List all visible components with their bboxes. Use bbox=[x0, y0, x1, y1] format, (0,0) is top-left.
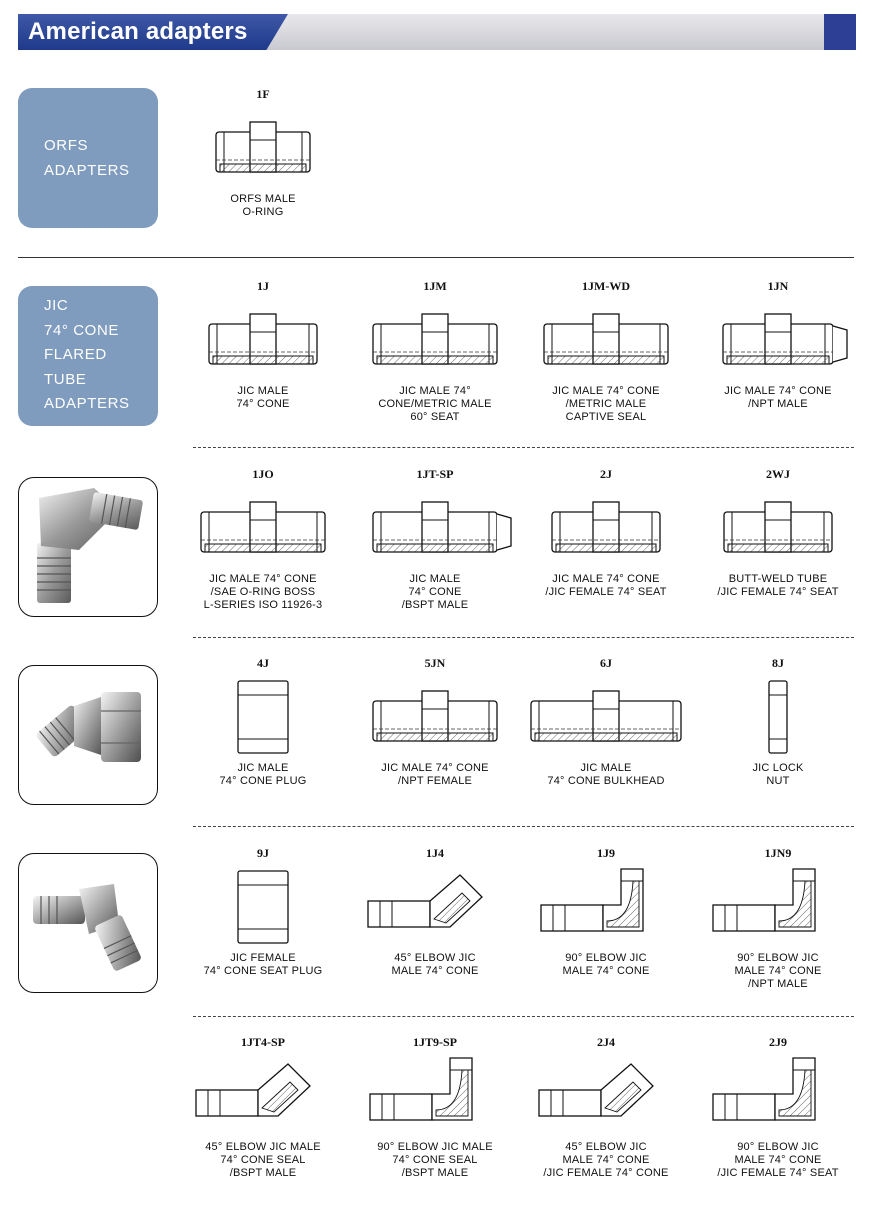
adapter-item bbox=[178, 278, 348, 411]
adapter-description-line: 45° ELBOW JIC bbox=[565, 1141, 647, 1153]
adapter-drawing-icon bbox=[350, 294, 520, 382]
adapter-drawing-icon bbox=[521, 482, 691, 570]
photo-90-jic-elbow bbox=[18, 853, 158, 993]
adapter-description-line: ORFS MALE bbox=[230, 193, 296, 205]
section-label-line: JIC bbox=[44, 297, 69, 314]
adapter-drawing-icon bbox=[178, 294, 348, 382]
adapter-description-line: JIC MALE bbox=[237, 762, 289, 774]
adapter-code: 1JT-SP bbox=[416, 467, 454, 481]
adapter-drawing-icon bbox=[521, 861, 691, 949]
adapter-code: 2J9 bbox=[769, 1035, 787, 1049]
adapter-description bbox=[178, 573, 348, 612]
45-degree-elbow-photo-icon bbox=[19, 666, 158, 805]
adapter-item bbox=[693, 278, 863, 411]
adapter-item bbox=[350, 845, 520, 978]
adapter-description bbox=[521, 762, 691, 788]
adapter-description-line: 74° CONE bbox=[408, 586, 462, 598]
row-divider bbox=[193, 1016, 854, 1017]
adapter-description bbox=[693, 385, 863, 411]
adapter-description bbox=[521, 952, 691, 978]
adapter-description-line: JIC MALE bbox=[237, 385, 289, 397]
adapter-drawing-icon bbox=[350, 671, 520, 759]
adapter-code: 1JN9 bbox=[764, 846, 792, 860]
90-degree-elbow-photo-icon bbox=[19, 478, 158, 617]
adapter-description-line: MALE 74° CONE bbox=[734, 965, 822, 977]
adapter-description-line: /JIC FEMALE 74° SEAT bbox=[545, 586, 667, 598]
adapter-description-line: /BSPT MALE bbox=[229, 1167, 297, 1179]
row-divider bbox=[193, 447, 854, 448]
section-label-jic bbox=[18, 286, 158, 426]
adapter-code: 4J bbox=[257, 656, 269, 670]
adapter-code: 8J bbox=[772, 656, 784, 670]
adapter-code: 1J4 bbox=[426, 846, 444, 860]
adapter-drawing-icon bbox=[350, 1050, 520, 1138]
adapter-item bbox=[693, 845, 863, 991]
adapter-description-line: /SAE O-RING BOSS bbox=[210, 586, 316, 598]
adapter-description-line: O-RING bbox=[242, 206, 284, 218]
adapter-item bbox=[178, 655, 348, 788]
adapter-code: 2WJ bbox=[766, 467, 790, 481]
adapter-description-line: JIC MALE 74° CONE bbox=[552, 385, 660, 397]
adapter-drawing-icon bbox=[178, 671, 348, 759]
adapter-code: 5JN bbox=[424, 656, 446, 670]
90-degree-jic-elbow-photo-icon bbox=[19, 854, 158, 993]
adapter-description-line: 74° CONE SEAL bbox=[220, 1154, 306, 1166]
adapter-description-line: MALE 74° CONE bbox=[562, 1154, 650, 1166]
adapter-description-line: /NPT FEMALE bbox=[397, 775, 473, 787]
photo-90-elbow bbox=[18, 477, 158, 617]
adapter-description-line: 74° CONE bbox=[236, 398, 290, 410]
adapter-drawing-icon bbox=[693, 294, 863, 382]
adapter-description-line: NUT bbox=[766, 775, 790, 787]
adapter-description-line: 45° ELBOW JIC MALE bbox=[205, 1141, 321, 1153]
adapter-description-line: /BSPT MALE bbox=[401, 599, 469, 611]
adapter-description-line: 74° CONE SEAL bbox=[392, 1154, 478, 1166]
row-divider bbox=[193, 637, 854, 638]
photo-45-elbow bbox=[18, 665, 158, 805]
section-label-line: FLARED bbox=[44, 346, 107, 363]
adapter-description-line: 90° ELBOW JIC bbox=[737, 1141, 819, 1153]
adapter-description bbox=[350, 573, 520, 612]
adapter-item bbox=[350, 466, 520, 612]
row-divider bbox=[193, 826, 854, 827]
adapter-description-line: /JIC FEMALE 74° CONE bbox=[543, 1167, 669, 1179]
adapter-item bbox=[350, 1034, 520, 1180]
section-divider bbox=[18, 257, 854, 258]
adapter-code: 1J9 bbox=[597, 846, 615, 860]
adapter-description-line: CONE/METRIC MALE bbox=[378, 398, 492, 410]
adapter-code: 9J bbox=[257, 846, 269, 860]
section-label-line: ADAPTERS bbox=[44, 395, 130, 412]
adapter-item bbox=[178, 1034, 348, 1180]
adapter-item bbox=[521, 466, 691, 599]
adapter-code: 2J4 bbox=[597, 1035, 615, 1049]
adapter-code: 1F bbox=[256, 87, 270, 101]
adapter-description-line: JIC MALE bbox=[580, 762, 632, 774]
adapter-item bbox=[178, 845, 348, 978]
adapter-description-line: /NPT MALE bbox=[748, 398, 808, 410]
adapter-description-line: /BSPT MALE bbox=[401, 1167, 469, 1179]
adapter-code: 6J bbox=[600, 656, 612, 670]
adapter-description bbox=[178, 193, 348, 219]
adapter-item bbox=[350, 655, 520, 788]
adapter-description-line: /NPT MALE bbox=[748, 978, 808, 990]
adapter-drawing-icon bbox=[521, 294, 691, 382]
adapter-code: 1JM bbox=[423, 279, 447, 293]
adapter-drawing-icon bbox=[178, 102, 348, 190]
adapter-item bbox=[521, 845, 691, 978]
adapter-description bbox=[350, 762, 520, 788]
adapter-description bbox=[693, 1141, 863, 1180]
adapter-description bbox=[693, 952, 863, 991]
adapter-description-line: JIC MALE 74° bbox=[399, 385, 471, 397]
adapter-description bbox=[693, 762, 863, 788]
adapter-item bbox=[521, 278, 691, 424]
adapter-item bbox=[178, 86, 348, 219]
adapter-drawing-icon bbox=[521, 1050, 691, 1138]
adapter-description-line: JIC MALE bbox=[409, 573, 461, 585]
section-label-line: ADAPTERS bbox=[44, 161, 130, 179]
adapter-description-line: 45° ELBOW JIC bbox=[394, 952, 476, 964]
adapter-drawing-icon bbox=[178, 1050, 348, 1138]
section-label-line: TUBE bbox=[44, 370, 87, 388]
adapter-description-line: MALE 74° CONE bbox=[562, 965, 650, 977]
page-title: American adapters bbox=[28, 18, 248, 45]
adapter-code: 1J bbox=[257, 279, 269, 293]
section-label-orfs bbox=[18, 88, 158, 228]
adapter-description-line: 90° ELBOW JIC bbox=[737, 952, 819, 964]
adapter-description-line: JIC MALE 74° CONE bbox=[724, 385, 832, 397]
adapter-description bbox=[178, 762, 348, 788]
adapter-description bbox=[521, 1141, 691, 1180]
adapter-description-line: JIC FEMALE bbox=[230, 952, 296, 964]
adapter-description-line: /METRIC MALE bbox=[565, 398, 647, 410]
adapter-description-line: JIC MALE 74° CONE bbox=[381, 762, 489, 774]
adapter-drawing-icon bbox=[178, 482, 348, 570]
adapter-description bbox=[350, 952, 520, 978]
adapter-code: 1JT9-SP bbox=[412, 1035, 457, 1049]
section-label-line: ORFS bbox=[44, 137, 89, 154]
adapter-drawing-icon bbox=[350, 482, 520, 570]
adapter-description-line: MALE 74° CONE bbox=[734, 1154, 822, 1166]
adapter-item bbox=[521, 655, 691, 788]
adapter-code: 1JT4-SP bbox=[240, 1035, 285, 1049]
adapter-description-line: CAPTIVE SEAL bbox=[565, 411, 647, 423]
adapter-description-line: 74° CONE SEAT PLUG bbox=[203, 965, 323, 977]
adapter-item bbox=[178, 466, 348, 612]
adapter-item bbox=[693, 655, 863, 788]
adapter-description-line: JIC MALE 74° CONE bbox=[552, 573, 660, 585]
adapter-item bbox=[350, 278, 520, 424]
adapter-item bbox=[521, 1034, 691, 1180]
adapter-drawing-icon bbox=[693, 861, 863, 949]
adapter-description bbox=[178, 1141, 348, 1180]
adapter-description bbox=[178, 952, 348, 978]
adapter-code: 1JM-WD bbox=[582, 279, 630, 293]
adapter-description-line: /JIC FEMALE 74° SEAT bbox=[717, 1167, 839, 1179]
adapter-description bbox=[521, 573, 691, 599]
adapter-description-line: /JIC FEMALE 74° SEAT bbox=[717, 586, 839, 598]
adapter-description-line: 60° SEAT bbox=[410, 411, 460, 423]
adapter-drawing-icon bbox=[178, 861, 348, 949]
adapter-description bbox=[693, 573, 863, 599]
adapter-description-line: L-SERIES ISO 11926-3 bbox=[203, 599, 323, 611]
adapter-description-line: BUTT-WELD TUBE bbox=[728, 573, 828, 585]
adapter-description bbox=[521, 385, 691, 424]
adapter-code: 1JN bbox=[767, 279, 789, 293]
adapter-description bbox=[178, 385, 348, 411]
adapter-description-line: 74° CONE BULKHEAD bbox=[547, 775, 665, 787]
adapter-drawing-icon bbox=[693, 671, 863, 759]
adapter-description-line: 74° CONE PLUG bbox=[219, 775, 307, 787]
adapter-drawing-icon bbox=[521, 671, 691, 759]
adapter-description-line: JIC MALE 74° CONE bbox=[209, 573, 317, 585]
adapter-description-line: 90° ELBOW JIC MALE bbox=[377, 1141, 493, 1153]
page-header bbox=[18, 14, 856, 50]
adapter-description bbox=[350, 1141, 520, 1180]
header-endcap bbox=[824, 14, 856, 50]
adapter-code: 2J bbox=[600, 467, 612, 481]
adapter-drawing-icon bbox=[350, 861, 520, 949]
adapter-item bbox=[693, 1034, 863, 1180]
adapter-description-line: JIC LOCK bbox=[752, 762, 804, 774]
adapter-drawing-icon bbox=[693, 482, 863, 570]
section-label-line: 74° CONE bbox=[44, 321, 119, 339]
adapter-description-line: 90° ELBOW JIC bbox=[565, 952, 647, 964]
adapter-description bbox=[350, 385, 520, 424]
adapter-item bbox=[693, 466, 863, 599]
adapter-drawing-icon bbox=[693, 1050, 863, 1138]
adapter-code: 1JO bbox=[252, 467, 274, 481]
adapter-description-line: MALE 74° CONE bbox=[391, 965, 479, 977]
